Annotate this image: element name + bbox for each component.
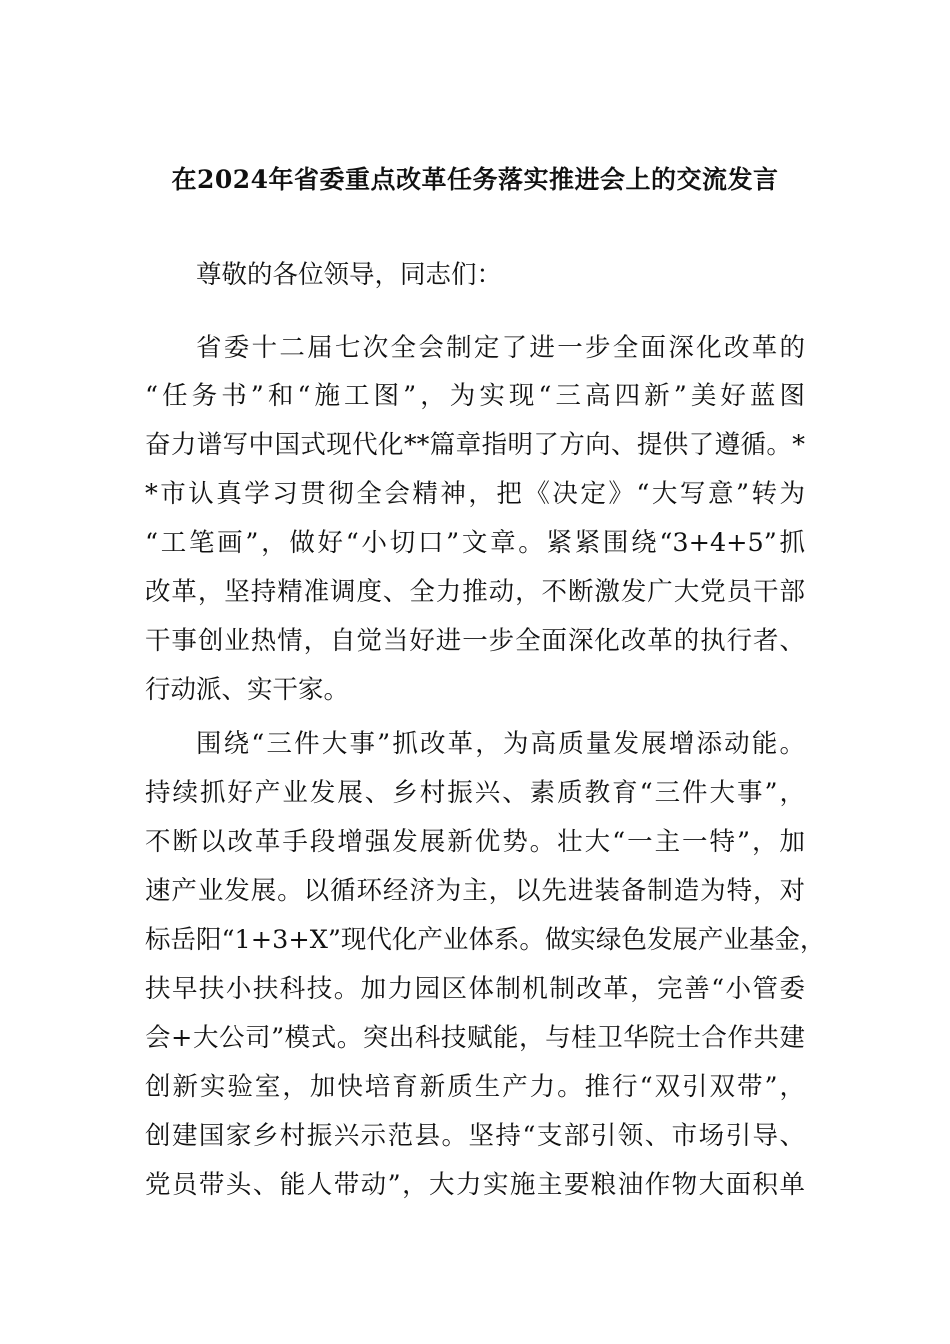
paragraph-line: 不断以改革手段增强发展新优势。壮大“一主一特”，加 <box>145 827 805 857</box>
paragraph-line: 行动派、实干家。 <box>145 675 350 705</box>
paragraph-line: “工笔画”，做好“小切口”文章。紧紧围绕“3+4+5”抓 <box>145 528 805 558</box>
paragraph-line: 党员带头、能人带动”，大力实施主要粮油作物大面积单 <box>145 1170 805 1200</box>
paragraph-line: 会+大公司”模式。突出科技赋能，与桂卫华院士合作共建 <box>145 1023 805 1053</box>
paragraph-line: 围绕“三件大事”抓改革，为高质量发展增添动能。 <box>196 729 805 759</box>
paragraph-line: 扶早扶小扶科技。加力园区体制机制改革，完善“小管委 <box>145 974 805 1004</box>
paragraph-line: 奋力谱写中国式现代化**篇章指明了方向、提供了遵循。* <box>145 430 805 460</box>
paragraph-line: 省委十二届七次全会制定了进一步全面深化改革的 <box>196 333 805 363</box>
paragraph-line: 改革，坚持精准调度、全力推动，不断激发广大党员干部 <box>145 577 805 607</box>
paragraph-line: “任务书”和“施工图”，为实现“三高四新”美好蓝图 <box>145 381 805 411</box>
paragraph-line: 创新实验室，加快培育新质生产力。推行“双引双带”， <box>145 1072 805 1102</box>
paragraph-line: 干事创业热情，自觉当好进一步全面深化改革的执行者、 <box>145 626 805 656</box>
paragraph-line: 速产业发展。以循环经济为主，以先进装备制造为特，对 <box>145 876 805 906</box>
paragraph-line: 持续抓好产业发展、乡村振兴、素质教育“三件大事”， <box>145 778 805 808</box>
paragraph-line: 创建国家乡村振兴示范县。坚持“支部引领、市场引导、 <box>145 1121 805 1151</box>
paragraph-line: 标岳阳“1+3+X”现代化产业体系。做实绿色发展产业基金， <box>145 925 826 955</box>
salutation: 尊敬的各位领导，同志们： <box>196 260 503 290</box>
document-title: 在2024年省委重点改革任务落实推进会上的交流发言 <box>171 165 779 194</box>
paragraph-line: *市认真学习贯彻全会精神，把《决定》“大写意”转为 <box>145 479 805 509</box>
